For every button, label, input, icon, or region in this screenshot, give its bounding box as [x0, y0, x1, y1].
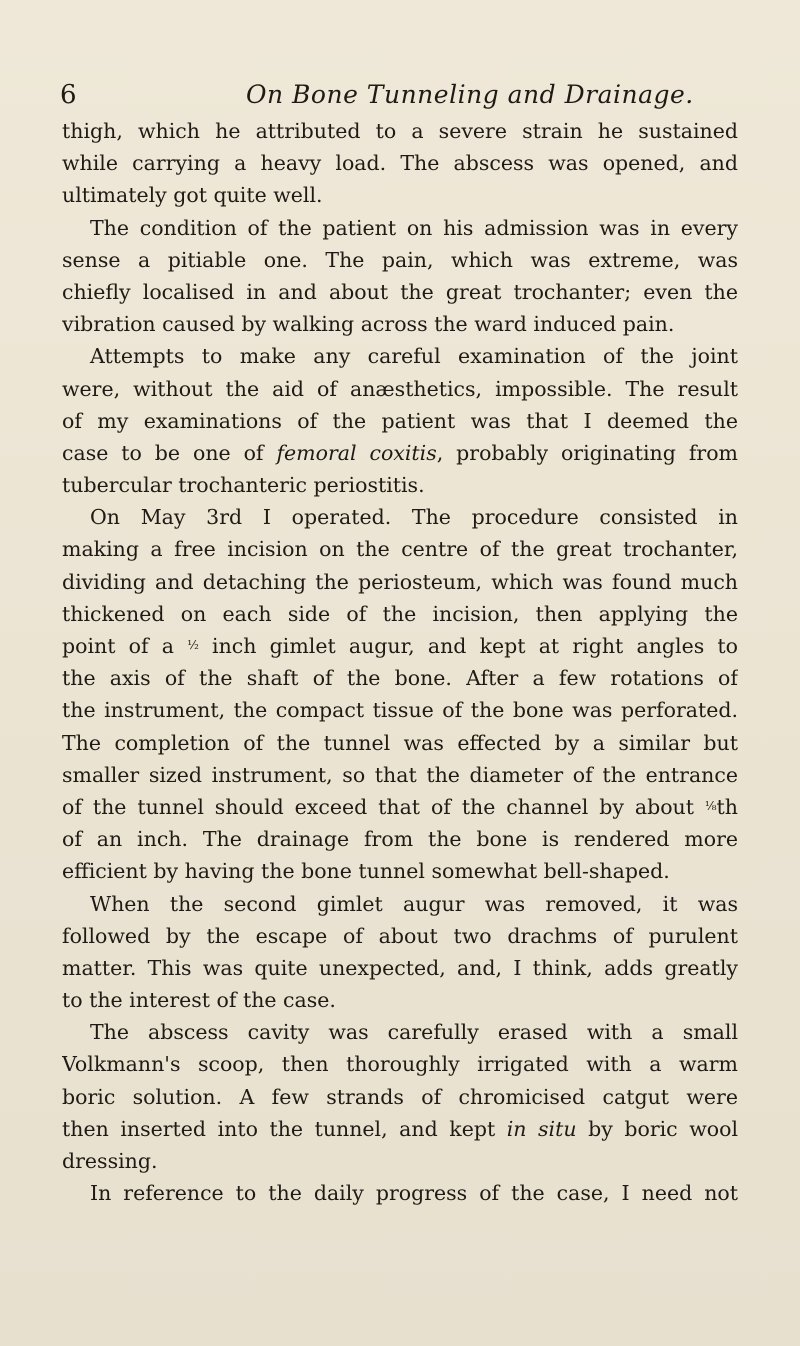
text-line: In reference to the daily progress of the case, I need not — [90, 1181, 738, 1206]
italic-text: femoral coxitis — [276, 440, 437, 465]
text-line: of my examinations of the patient was that I deemed the — [62, 408, 738, 433]
text-line — [62, 1113, 738, 1145]
text-line: were, without the aid of anæsthetics, impossible. The result — [62, 376, 738, 401]
text-span: case to be one of — [62, 440, 277, 465]
page-header — [60, 78, 760, 112]
text-line: followed by the escape of about two drachms of purulent — [62, 923, 738, 948]
text-span: point of a — [62, 634, 188, 658]
italic-text: in situ — [506, 1116, 577, 1141]
text-line: dividing and detaching the periosteum, which was found much — [62, 569, 738, 594]
text-line: boric solution. A few strands of chromicised catgut were — [62, 1084, 738, 1109]
text-line: The completion of the tunnel was effected by a similar but — [62, 730, 738, 755]
text-line: efficient by having the bone tunnel somewhat bell-shaped. — [62, 859, 670, 884]
text-span: , probably originating from — [436, 440, 738, 465]
text-line: smaller sized instrument, so that the diameter of the entrance — [62, 762, 738, 787]
text-line: On May 3rd I operated. The procedure consisted in — [90, 505, 738, 530]
text-line: sense a pitiable one. The pain, which was extreme, was — [62, 247, 738, 272]
text-line: vibration caused by walking across the ward induced pain. — [62, 312, 675, 337]
text-line: The abscess cavity was carefully erased with a small — [90, 1020, 738, 1045]
text-line: the axis of the shaft of the bone. After a few rotations of — [62, 666, 738, 691]
page-number: 6 — [60, 80, 77, 110]
text-line: When the second gimlet augur was removed, it was — [90, 891, 738, 916]
text-line: of an inch. The drainage from the bone is rendered more — [62, 827, 738, 852]
text-line — [62, 437, 738, 469]
text-line: chiefly localised in and about the great trochanter; even the — [62, 279, 738, 304]
text-line: Attempts to make any careful examination of the joint — [90, 344, 738, 369]
running-title: On Bone Tunneling and Drainage. — [246, 80, 694, 109]
text-line: to the interest of the case. — [62, 988, 336, 1013]
text-line: dressing. — [62, 1149, 158, 1173]
text-line: making a free incision on the centre of the great trochanter, — [62, 537, 738, 562]
text-line: ultimately got quite well. — [62, 183, 323, 208]
body-text — [62, 115, 738, 1209]
text-span: th — [716, 794, 738, 819]
fraction: ⅛ — [704, 798, 717, 813]
text-line: The condition of the patient on his admission was in every — [90, 215, 738, 240]
text-line: thickened on each side of the incision, then applying the — [62, 601, 738, 626]
text-span: inch gimlet augur, and kept at right angles to — [198, 634, 738, 658]
text-span: of the tunnel should exceed that of the channel by about — [62, 794, 705, 819]
text-line: the instrument, the compact tissue of the bone was perforated. — [62, 698, 738, 723]
text-span: by boric wool — [576, 1116, 738, 1141]
text-line — [62, 630, 738, 662]
text-line: Volkmann's scoop, then thoroughly irrigated with a warm — [62, 1052, 738, 1077]
fraction: ½ — [187, 638, 199, 652]
text-line: tubercular trochanteric periostitis. — [62, 473, 425, 498]
text-line: matter. This was quite unexpected, and, I think, adds greatly — [62, 955, 738, 980]
text-line — [62, 791, 738, 823]
text-span: then inserted into the tunnel, and kept — [62, 1116, 507, 1141]
text-line: thigh, which he attributed to a severe strain he sustained — [62, 119, 738, 143]
text-line: while carrying a heavy load. The abscess was opened, and — [62, 151, 738, 176]
